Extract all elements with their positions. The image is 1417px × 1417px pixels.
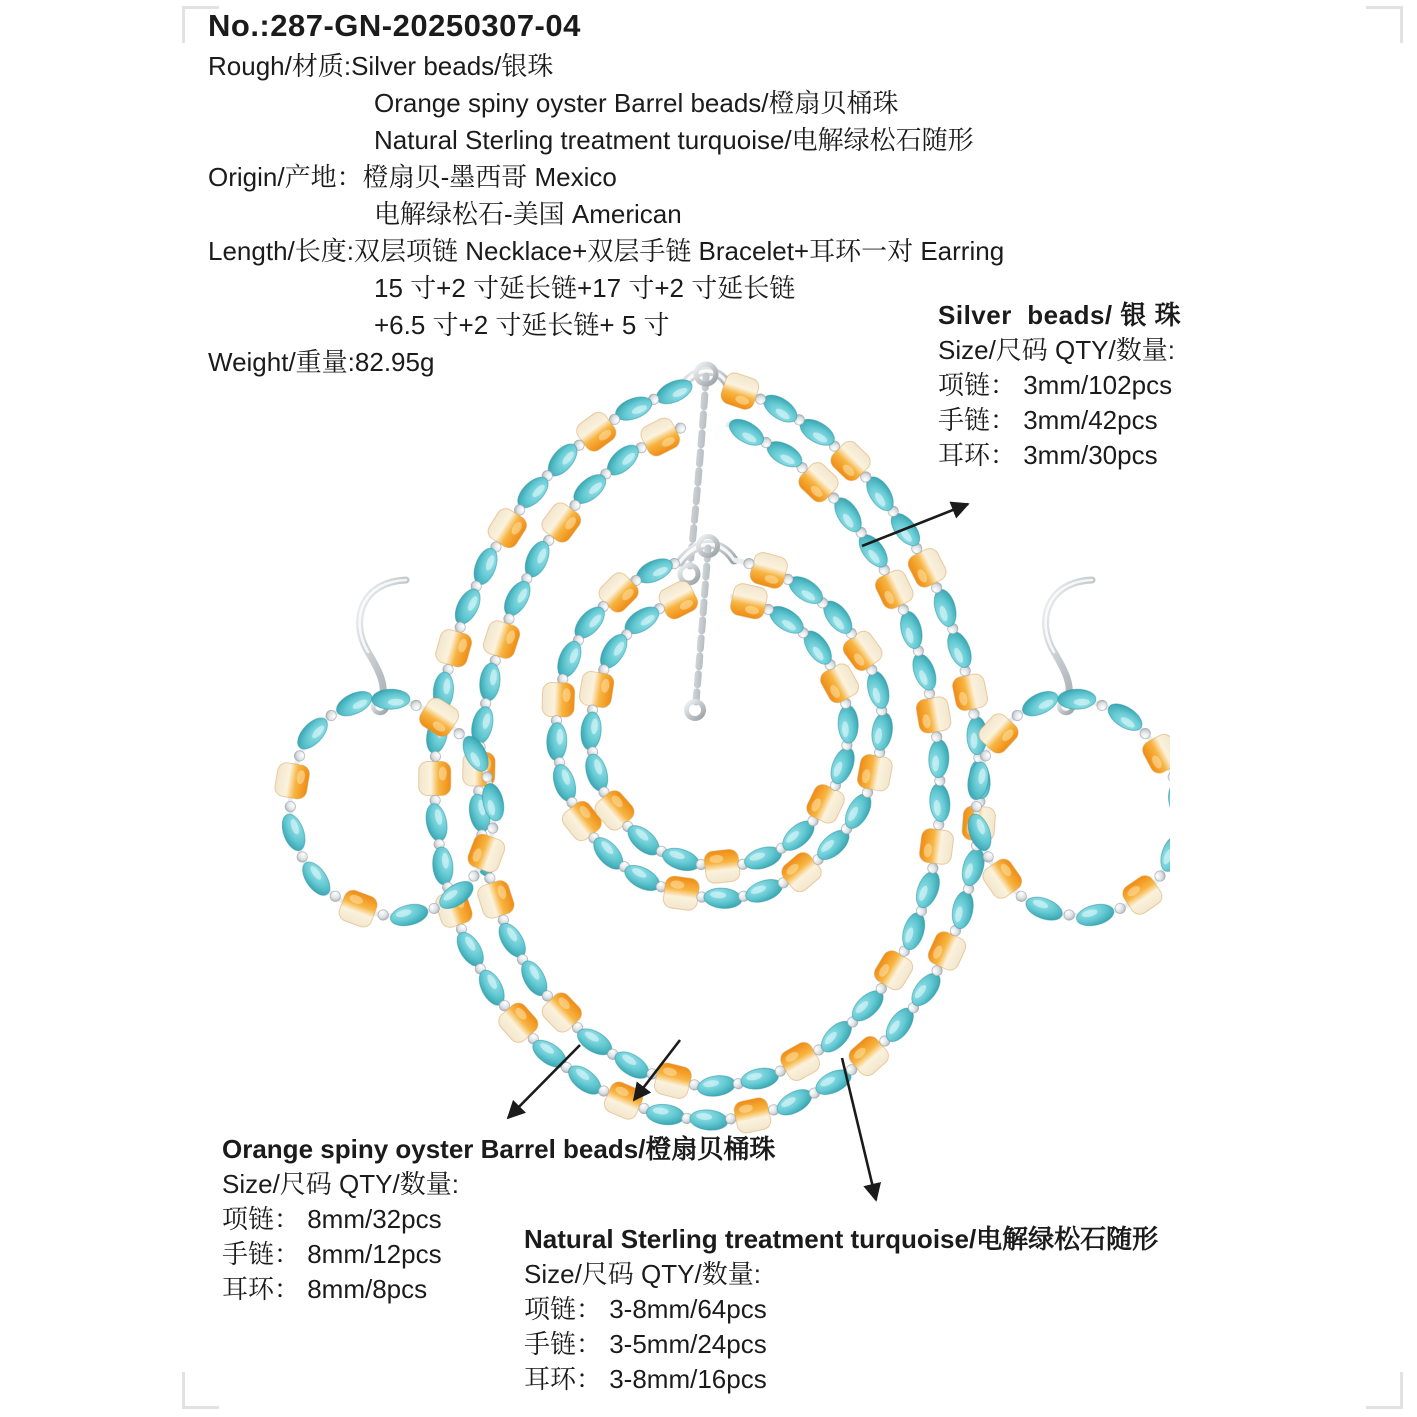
weight-value: 82.95g: [354, 347, 435, 377]
origin-value-2: 电解绿松石-美国 American: [374, 199, 682, 229]
callout-turquoise-bracelet: 手链： 3-5mm/24pcs: [524, 1329, 767, 1359]
origin-value-1: 橙扇贝-墨西哥 Mexico: [362, 162, 617, 192]
callout-oyster-earring: 耳环： 8mm/8pcs: [222, 1274, 428, 1304]
origin-label: Origin/产地：: [208, 162, 363, 192]
callout-oyster-necklace: 项链： 8mm/32pcs: [222, 1204, 442, 1234]
spec-row-rough: [208, 48, 1208, 85]
callout-silver-title: Silver beads/ 银 珠: [938, 300, 1182, 330]
crop-mark-bottom-left: [182, 1372, 219, 1409]
callout-turquoise-necklace: 项链： 3-8mm/64pcs: [524, 1294, 767, 1324]
item-number: No.:287-GN-20250307-04: [208, 8, 581, 43]
callout-silver-bracelet: 手链： 3mm/42pcs: [938, 405, 1158, 435]
callout-silver-necklace: 项链： 3mm/102pcs: [938, 370, 1173, 400]
rough-value-3: Natural Sterling treatment turquoise/电解绿松石随形: [374, 125, 974, 155]
callout-turquoise-title: Natural Sterling treatment turquoise/电解绿松石随形: [524, 1224, 1159, 1254]
length-value-2: 15 寸+2 寸延长链+17 寸+2 寸延长链: [374, 273, 796, 303]
length-value-1: 双层项链 Necklace+双层手链 Bracelet+耳环一对 Earring: [353, 236, 1005, 266]
necklace-double-strand: [419, 371, 996, 1135]
length-value-3: +6.5 寸+2 寸延长链+ 5 寸: [374, 310, 670, 340]
bracelet-double-strand: [542, 550, 895, 911]
earring-right: [964, 580, 1170, 929]
callout-oyster-title: Orange spiny oyster Barrel beads/橙扇贝桶珠: [222, 1134, 776, 1164]
callout-oyster-subtitle: Size/尺码 QTY/数量:: [222, 1169, 459, 1199]
callout-silver-earring: 耳环： 3mm/30pcs: [938, 440, 1158, 470]
crop-mark-bottom-right: [1366, 1372, 1403, 1409]
callout-oyster-bracelet: 手链： 8mm/12pcs: [222, 1239, 442, 1269]
crop-mark-top-right: [1366, 6, 1403, 43]
spec-row-length: [208, 233, 1208, 270]
rough-value-1: Silver beads/银珠: [351, 51, 554, 81]
callout-silver-beads: [938, 298, 1181, 473]
earring-left: [274, 580, 508, 930]
rough-value-2: Orange spiny oyster Barrel beads/橙扇贝桶珠: [374, 88, 899, 118]
spec-row-origin: [208, 159, 1208, 196]
callout-turquoise-beads: [524, 1222, 1158, 1397]
rough-label: Rough/材质:: [208, 51, 352, 81]
callout-turquoise-subtitle: Size/尺码 QTY/数量:: [524, 1259, 761, 1289]
length-label: Length/长度:: [208, 236, 354, 266]
callout-turquoise-earring: 耳环： 3-8mm/16pcs: [524, 1364, 767, 1394]
callout-silver-subtitle: Size/尺码 QTY/数量:: [938, 335, 1175, 365]
weight-label: Weight/重量:: [208, 347, 355, 377]
